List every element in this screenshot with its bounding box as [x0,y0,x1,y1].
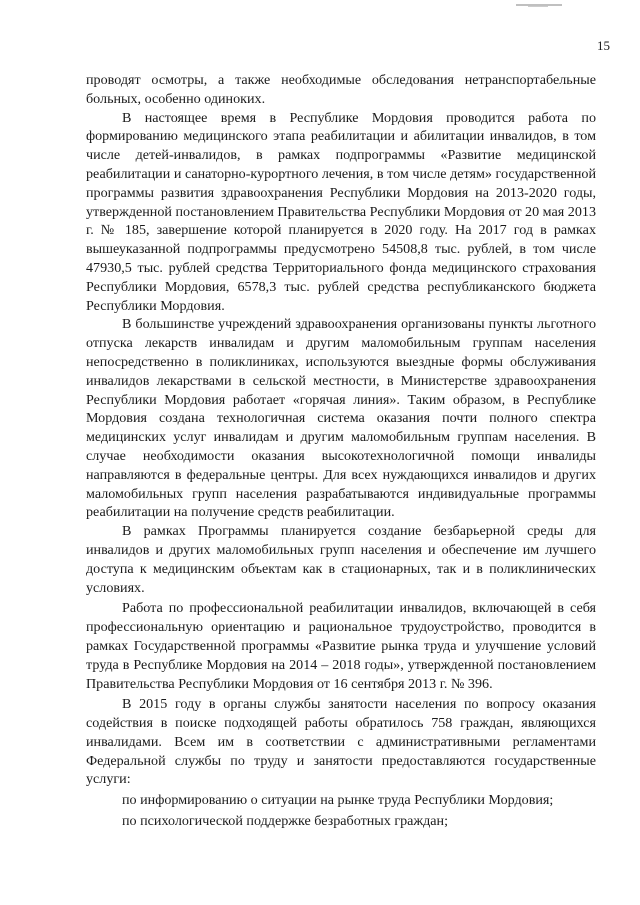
paragraph: по психологической поддержке безработных граждан; [122,813,449,830]
paragraph: В настоящее время в Республике Мордовия проводится работа по формированию медицинского этапа реабилитации и абилитации инвалидов, в том числе детей-инвалидов, в рамках подпрограммы «Развитие медицинской реабилитации и санаторно-курортного лечения, в том числе детям» государственной программы развития здравоохранения Республики Мордовия на 2013-2020 годы, утвержденной постановлением Правительства Республики Мордовия от 20 мая 2013 г. № 185, завершение которой планируется в 2020 году. На 2017 год в рамках вышеуказанной подпрограммы предусмотрено 54508,8 тыс. рублей, в том числе 47930,5 тыс. рублей средства Территориального фонда медицинского страхования Республики Мордовия, 6578,3 тыс. рублей средства республиканского бюджета Республики Мордовия. [86,109,596,314]
scan-artifact [528,6,548,7]
paragraph: В большинстве учреждений здравоохранения организованы пункты льготного отпуска лекарств инвалидам и другим маломобильным группам населения непосредственно в поликлиниках, используются выездные формы обслуживания инвалидов лекарствами в сельской местности, в Министерстве здравоохранения Республики Мордовия работает «горячая линия». Таким образом, в Республике Мордовия создана технологичная система оказания почти полного спектра медицинских услуг инвалидам и другим маломобильным группам населения. В случае необходимости оказания высокотехнологичной помощи инвалиды направляются в федеральные центры. Для всех нуждающихся инвалидов и других маломобильных групп населения разрабатываются индивидуальные программы реабилитации на получение средств реабилитации. [86,316,596,521]
paragraph: проводят осмотры, а также необходимые обследования нетранспортабельные больных, особенно одиноких. [86,72,596,107]
paragraph: Работа по профессиональной реабилитации инвалидов, включающей в себя профессиональную ориентацию и рациональное трудоустройство, проводится в рамках Государственной программы «Развитие рынка труда и улучшение условий труда в Республике Мордовия на 2014 – 2018 годы», утвержденной постановлением Правительства Республики Мордовия от 16 сентября 2013 г. № 396. [86,600,596,692]
paragraph: В рамках Программы планируется создание безбарьерной среды для инвалидов и других маломобильных групп населения и обеспечение им лучшего доступа к медицинским объектам как в стационарных, так и в поликлинических условиях. [86,523,596,596]
paragraph: по информированию о ситуации на рынке труда Республики Мордовия; [122,792,554,809]
paragraph: В 2015 году в органы службы занятости населения по вопросу оказания содействия в поиске подходящей работы обратилось 758 граждан, являющихся инвалидами. Всем им в соответствии с административными регламентами Федеральной службы по труду и занятости предоставляются государственные услуги: [86,696,596,788]
page-number: 15 [597,38,610,53]
document-body [86,71,596,831]
